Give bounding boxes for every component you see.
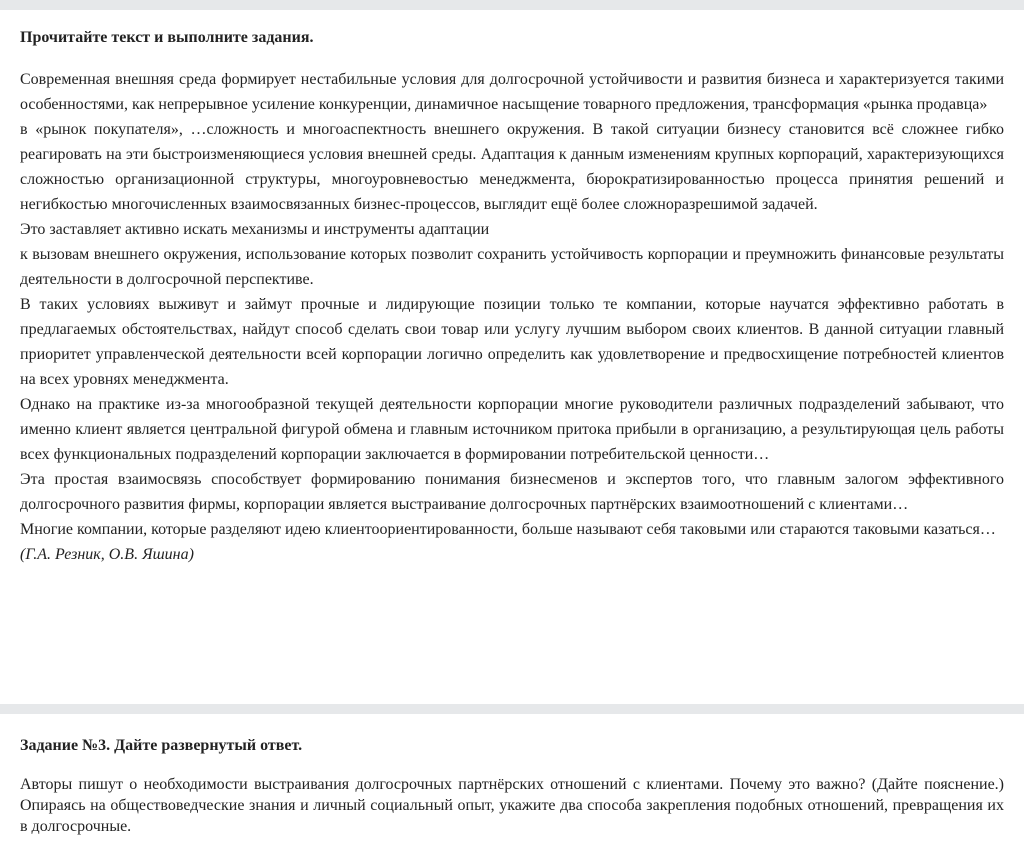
task-question: Авторы пишут о необходимости выстраивания долгосрочных партнёрских отношений с клиентами. Почему это важно? (Дайте пояснение.) Опираясь на обществоведческие знания и личный социальный опыт, укажите два способа закрепления подобных отношений, превращения их в долгосрочные.	[20, 776, 1004, 835]
text-paragraph: Многие компании, которые разделяют идею клиентоориентированности, больше называют себя таковыми или стараются таковыми казаться…	[20, 521, 996, 538]
section-divider	[0, 704, 1024, 714]
text-paragraph: в «рынок покупателя», …сложность и многоаспектность внешнего окружения. В такой ситуации бизнесу становится всё сложнее гибко реагировать на эти быстроизменяющиеся условия внешней среды. Адаптация к данным изменениям крупных корпораций, характеризующихся сложностью организационной структуры, многоуровневостью менеджмента, бюрократизированностью процесса принятия решений и негибкостью многочисленных взаимосвязанных бизнес-процессов, выглядит ещё более сложноразрешимой задачей.	[20, 121, 1004, 213]
text-paragraph: Однако на практике из-за многообразной текущей деятельности корпорации многие руководители различных подразделений забывают, что именно клиент является центральной фигурой обмена и главным источником притока прибыли в организацию, а результирующая цель работы всех функциональных подразделений корпорации заключается в формировании потребительской ценности…	[20, 396, 1004, 463]
task-card	[0, 714, 1024, 866]
text-author: (Г.А. Резник, О.В. Яшина)	[20, 546, 194, 563]
task-heading: Задание №3. Дайте развернутый ответ.	[20, 737, 303, 754]
text-paragraph: к вызовам внешнего окружения, использование которых позволит сохранить устойчивость корпорации и преумножить финансовые результаты деятельности в долгосрочной перспективе.	[20, 246, 1004, 288]
top-strip	[0, 0, 1024, 10]
text-paragraph: Эта простая взаимосвязь способствует формированию понимания бизнесменов и экспертов того, что главным залогом эффективного долгосрочного развития фирмы, корпорации является выстраивание долгосрочных партнёрских взаимоотношений с клиентами…	[20, 471, 1004, 513]
text-paragraph: Это заставляет активно искать механизмы и инструменты адаптации	[20, 221, 490, 238]
reading-text-card	[0, 10, 1024, 704]
text-paragraph: В таких условиях выживут и займут прочные и лидирующие позиции только те компании, которые научатся эффективно работать в предлагаемых обстоятельствах, найдут способ сделать свои товар или услугу лучшим выбором своих клиентов. В данной ситуации главный приоритет управленческой деятельности всей корпорации логично определить как удовлетворение и предвосхищение потребностей клиентов на всех уровнях менеджмента.	[20, 296, 1004, 388]
reading-instruction-heading: Прочитайте текст и выполните задания.	[20, 29, 314, 46]
text-paragraph: Современная внешняя среда формирует нестабильные условия для долгосрочной устойчивости и развития бизнеса и характеризуется такими особенностями, как непрерывное усиление конкуренции, динамичное насыщение товарного предложения, трансформация «рынка продавца»	[20, 71, 1004, 113]
